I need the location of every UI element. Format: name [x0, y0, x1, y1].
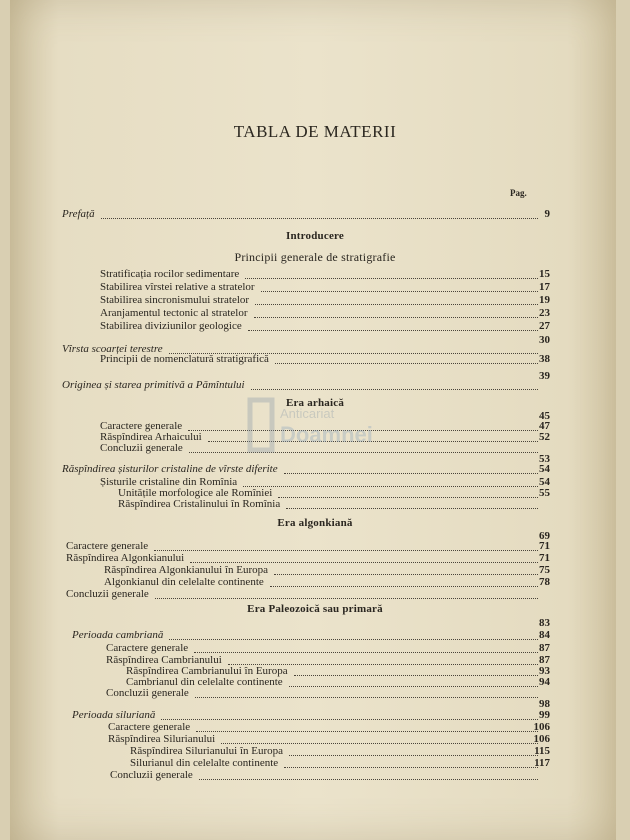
page-number: 115	[534, 745, 550, 757]
page-number: 30	[539, 334, 550, 346]
page-title: TABLA DE MATERII	[233, 122, 397, 141]
section-heading: Principii generale de stratigrafie	[234, 250, 396, 264]
toc-entry	[0, 769, 630, 781]
page-number: 47	[539, 420, 550, 432]
dot-leader	[195, 696, 538, 698]
toc-entry-title: Șisturile cristaline din Romînia	[100, 476, 238, 488]
toc-entry-title: Răspîndirea Silurianului	[108, 733, 216, 745]
toc-entry-title: Răspîndirea Arhaicului	[100, 431, 202, 443]
page-number: 99	[539, 709, 550, 721]
dot-leader	[284, 766, 538, 768]
dot-leader	[169, 638, 538, 640]
page-number: 106	[533, 721, 550, 733]
section-heading: Era arhaică	[285, 397, 345, 409]
toc-entry-title: Cambrianul din celelalte continente	[126, 676, 283, 688]
toc-entry-title: Stabilirea diviziunilor geologice	[100, 320, 242, 332]
toc-entry-title: Răspîndirea Algonkianului în Europa	[104, 564, 269, 576]
toc-entry	[0, 208, 630, 220]
toc-entry	[0, 498, 630, 510]
toc-entry	[0, 757, 630, 769]
page-number: 94	[539, 676, 550, 688]
toc-entry-title: Concluzii generale	[100, 442, 183, 454]
toc-entry	[0, 721, 630, 733]
svg-text:Doamnei: Doamnei	[280, 422, 373, 447]
toc-entry	[0, 588, 630, 600]
toc-entry	[0, 642, 630, 654]
dot-leader	[190, 561, 538, 563]
toc-entry	[0, 564, 630, 576]
toc-entry-title: Stabilirea sincronismului stratelor	[100, 294, 250, 306]
dot-leader	[155, 597, 538, 599]
toc-entry-title: Răspîndirea Cristalinului în Romînia	[118, 498, 281, 510]
toc-entry-title: Răspîndirea șisturilor cristaline de vîrste diferite	[62, 463, 278, 475]
dot-leader	[161, 718, 538, 720]
page-number: 39	[539, 370, 550, 382]
dot-leader	[286, 507, 538, 509]
page-number: 54	[539, 463, 550, 475]
toc-entry-title: Originea și starea primitivă a Pămîntului	[62, 379, 245, 391]
dot-leader	[255, 303, 538, 305]
page-number: 78	[539, 576, 550, 588]
toc-entry-title: Concluzii generale	[110, 769, 193, 781]
page-number: 45	[539, 410, 550, 422]
dot-leader	[270, 585, 538, 587]
toc-entry-title: Răspîndirea Silurianului în Europa	[130, 745, 284, 757]
toc-entry-title: Concluzii generale	[66, 588, 149, 600]
page-number: 75	[539, 564, 550, 576]
dot-leader	[199, 778, 538, 780]
page-number: 23	[539, 307, 550, 319]
dot-leader	[261, 290, 538, 292]
page-number: 87	[539, 654, 550, 666]
toc-entry-title: Aranjamentul tectonic al stratelor	[100, 307, 248, 319]
toc-entry-title: Răspîndirea Cambrianului	[106, 654, 222, 666]
toc-entry-title: Caractere generale	[108, 721, 191, 733]
page-number: 17	[539, 281, 550, 293]
toc-entry	[0, 307, 630, 319]
toc-entry-title: Prefață	[62, 208, 95, 220]
page-number: 106	[533, 733, 550, 745]
page-number: 38	[539, 353, 550, 365]
dot-leader	[248, 329, 538, 331]
section-heading: Era algonkiană	[277, 517, 353, 529]
toc-entry	[0, 281, 630, 293]
toc-entry	[0, 552, 630, 564]
page-number: 83	[539, 617, 550, 629]
toc-entry-title: Algonkianul din celelalte continente	[104, 576, 264, 588]
toc-entry-title: Unitățile morfologice ale Romîniei	[118, 487, 273, 499]
section-heading: Introducere	[285, 230, 344, 242]
toc-entry	[0, 733, 630, 745]
dot-leader	[221, 742, 538, 744]
toc-entry-title: Caractere generale	[100, 420, 183, 432]
dot-leader	[196, 730, 538, 732]
dot-leader	[275, 362, 538, 364]
page-number: 84	[539, 629, 550, 641]
toc-entry-title: Concluzii generale	[106, 687, 189, 699]
page-number: 71	[539, 540, 550, 552]
page-number: 93	[539, 665, 550, 677]
page-number: 15	[539, 268, 550, 280]
dot-leader	[254, 316, 538, 318]
dot-leader	[245, 277, 538, 279]
toc-entry	[0, 294, 630, 306]
toc-entry-title: Stratificația rocilor sedimentare	[100, 268, 240, 280]
toc-entry-title: Principii de nomenclatură stratigrafică	[100, 353, 269, 365]
page-number: 9	[544, 208, 550, 220]
page-number: 19	[539, 294, 550, 306]
dot-leader	[289, 754, 538, 756]
toc-entry	[0, 353, 630, 365]
toc-entry-title: Caractere generale	[66, 540, 149, 552]
dot-leader	[284, 472, 538, 474]
dot-leader	[274, 573, 538, 575]
toc-entry	[0, 268, 630, 280]
toc-entry-title: Silurianul din celelalte continente	[130, 757, 279, 769]
page-number: 117	[534, 757, 550, 769]
section-heading: Era Paleozoică sau primară	[247, 603, 383, 615]
page-column-label: Pag.	[510, 188, 527, 198]
toc-entry	[0, 320, 630, 332]
toc-entry	[0, 709, 630, 721]
svg-text:Anticariat: Anticariat	[280, 406, 335, 421]
toc-entry-title: Răspîndirea Algonkianului	[66, 552, 185, 564]
page-number: 71	[539, 552, 550, 564]
watermark-logo	[246, 390, 396, 460]
page-number: 27	[539, 320, 550, 332]
dot-leader	[154, 549, 538, 551]
dot-leader	[194, 651, 538, 653]
dot-leader	[101, 217, 538, 219]
toc-entry	[0, 576, 630, 588]
toc-entry-title: Răspîndirea Cambrianului în Europa	[126, 665, 288, 677]
toc-entry	[0, 745, 630, 757]
toc-entry-title: Perioada siluriană	[72, 709, 156, 721]
toc-entry-title: Stabilirea vîrstei relative a stratelor	[100, 281, 255, 293]
toc-entry	[0, 463, 630, 475]
toc-entry	[0, 629, 630, 641]
page-number: 53	[539, 453, 550, 465]
page-number: 55	[539, 487, 550, 499]
page-number: 52	[539, 431, 550, 443]
page-number: 98	[539, 698, 550, 710]
page-number: 54	[539, 476, 550, 488]
toc-entry	[0, 540, 630, 552]
toc-entry-title: Vîrsta scoarței terestre	[62, 343, 163, 355]
toc-entry-title: Perioada cambriană	[72, 629, 164, 641]
page-number: 69	[539, 530, 550, 542]
toc-entry-title: Caractere generale	[106, 642, 189, 654]
page-number: 87	[539, 642, 550, 654]
